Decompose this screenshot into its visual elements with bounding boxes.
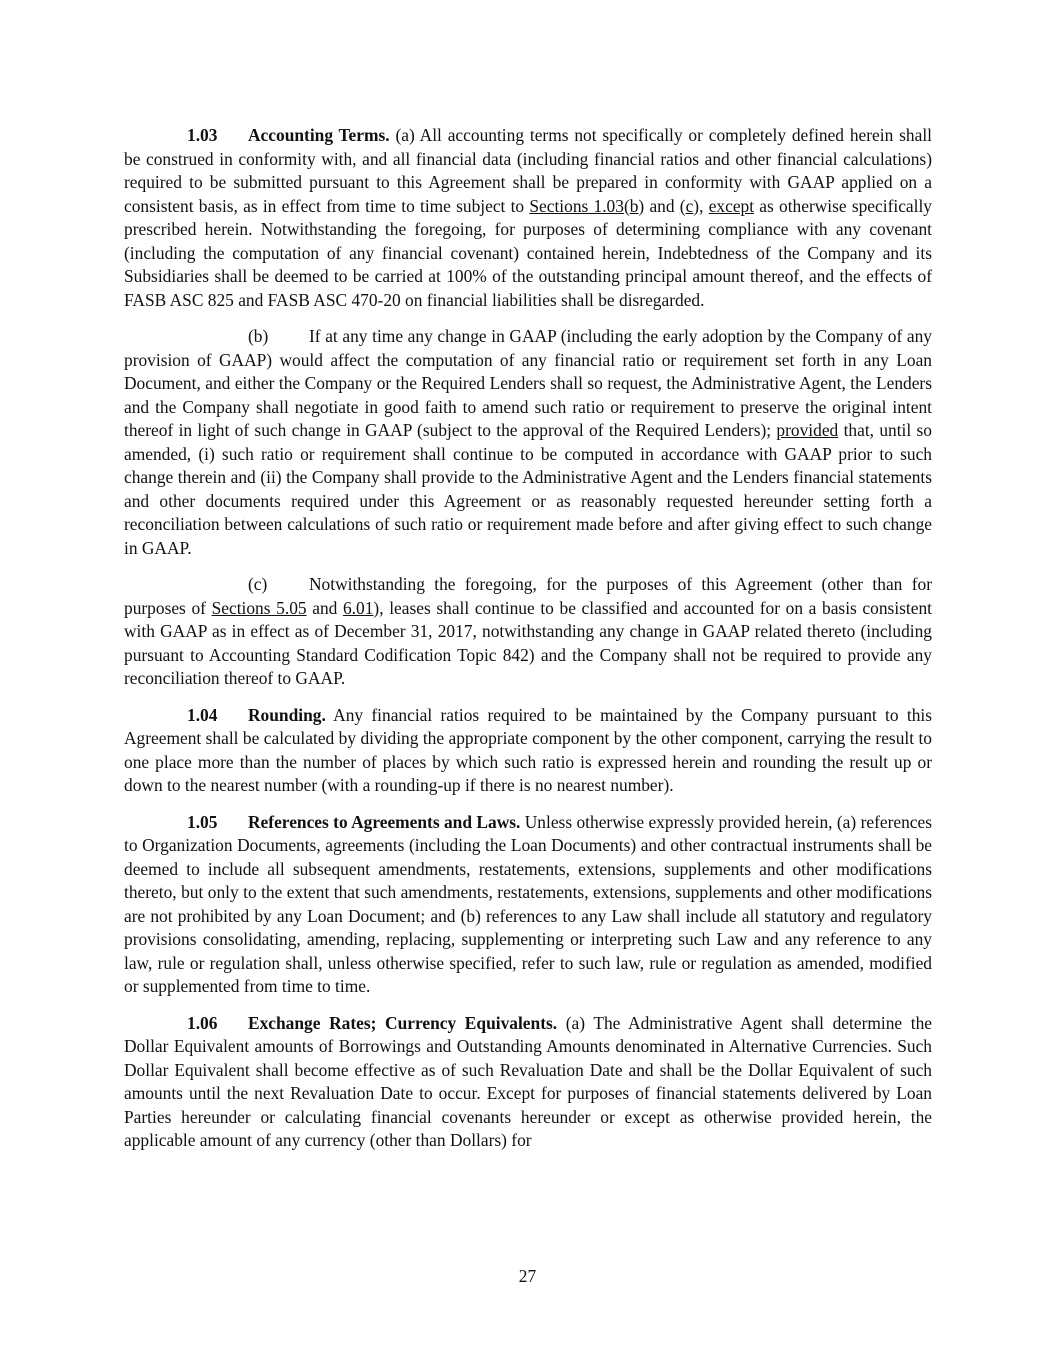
subsection-label: (c) [248,574,268,594]
section-1-03-c [124,573,932,691]
section-heading: Exchange Rates; Currency Equivalents. [248,1012,558,1033]
section-1-03 [124,124,932,312]
cross-reference: (c) [679,195,700,216]
section-text: Notwithstanding the foregoing, for the purposes of this Agreement (other than for purposes of [124,574,932,618]
section-heading: Rounding. [248,704,326,725]
section-text: , [699,195,709,216]
emphasis-term: except [708,195,755,216]
section-number: 1.04 [187,704,218,725]
section-number: 1.05 [187,811,218,832]
section-text: Unless otherwise expressly provided herein, (a) references to Organization Documents, agreements (including the Loan Documents) and other contractual instruments shall be deemed to include all subsequent amendments, restatements, extensions, supplements and other modifications thereto, but only to the extent that such amendments, restatements, extensions, supplements and other modifications are not prohibited by any Loan Document; and (b) references to any Law shall include all statutory and regulatory provisions consolidating, amending, replacing, supplementing or interpreting such Law and any reference to any law, rule or regulation shall, unless otherwise specified, refer to such law, rule or regulation as amended, modified or supplemented from time to time. [124,811,932,996]
section-1-03-b [124,325,932,560]
cross-reference: Sections 5.05 [211,597,307,618]
section-heading: References to Agreements and Laws. [248,811,521,832]
section-text: and [644,195,680,216]
section-number: 1.06 [187,1012,218,1033]
cross-reference: Sections 1.03(b) [529,195,645,216]
section-text: If at any time any change in GAAP (including the early adoption by the Company of any provision of GAAP) would affect the computation of any financial ratio or requirement set forth in any Loan Document, and either the Company or the Required Lenders shall so request, the Administrative Agent, the Lenders and the Company shall negotiate in good faith to amend such ratio or requirement to preserve the original intent thereof in light of such change in GAAP (subject to the approval of the Required Lenders); [124,326,932,440]
section-heading: Accounting Terms. [248,125,390,145]
section-1-06 [124,1012,932,1153]
section-number: 1.03 [187,125,218,145]
section-text: and [306,597,343,618]
section-text: (a) All accounting terms not specifically or completely defined herein shall be construed in conformity with, and all financial data (including financial ratios and other financial calculations) required to be submitted pursuant to this Agreement shall be prepared in conformity with GAAP applied on a consistent basis, as in effect from time to time subject to [124,125,932,216]
section-text: ), leases shall continue to be classified and accounted for on a basis consistent with GAAP as in effect as of December 31, 2017, notwithstanding any change in GAAP related thereto (including pursuant to Accounting Standard Codification Topic 842) and the Company shall not be required to provide any reconciliation thereof to GAAP. [124,597,932,688]
section-1-05 [124,811,932,999]
emphasis-term: provided [776,420,839,440]
section-text: that, until so amended, (i) such ratio or requirement shall continue to be computed in accordance with GAAP prior to such change therein and (ii) the Company shall provide to the Administrative Agent and the Lenders financial statements and other documents required under this Agreement or as reasonably requested hereunder setting forth a reconciliation between calculations of such ratio or requirement made before and after giving effect to such change in GAAP. [124,420,932,558]
section-text: Any financial ratios required to be maintained by the Company pursuant to this Agreement shall be calculated by dividing the appropriate component by the other component, carrying the result to one place more than the number of places by which such ratio is expressed herein and rounding the result up or down to the nearest number (with a rounding-up if there is no nearest number). [124,704,932,795]
document-page [124,124,932,1166]
subsection-label: (b) [248,326,269,346]
section-1-04 [124,704,932,798]
section-text: as otherwise specifically prescribed herein. Notwithstanding the foregoing, for purposes of determining compliance with any covenant (including the computation of any financial covenant) contained herein, Indebtedness of the Company and its Subsidiaries shall be deemed to be carried at 100% of the outstanding principal amount thereof, and the effects of FASB ASC 825 and FASB ASC 470-20 on financial liabilities shall be disregarded. [124,195,932,310]
cross-reference: 6.01 [342,597,374,618]
page-number: 27 [518,1266,537,1286]
section-text: (a) The Administrative Agent shall determine the Dollar Equivalent amounts of Borrowings and Outstanding Amounts denominated in Alternative Currencies. Such Dollar Equivalent shall become effective as of such Revaluation Date and shall be the Dollar Equivalent of such amounts until the next Revaluation Date to occur. Except for purposes of financial statements delivered by Loan Parties hereunder or calculating financial covenants hereunder or except as otherwise provided herein, the applicable amount of any currency (other than Dollars) for [124,1012,932,1150]
